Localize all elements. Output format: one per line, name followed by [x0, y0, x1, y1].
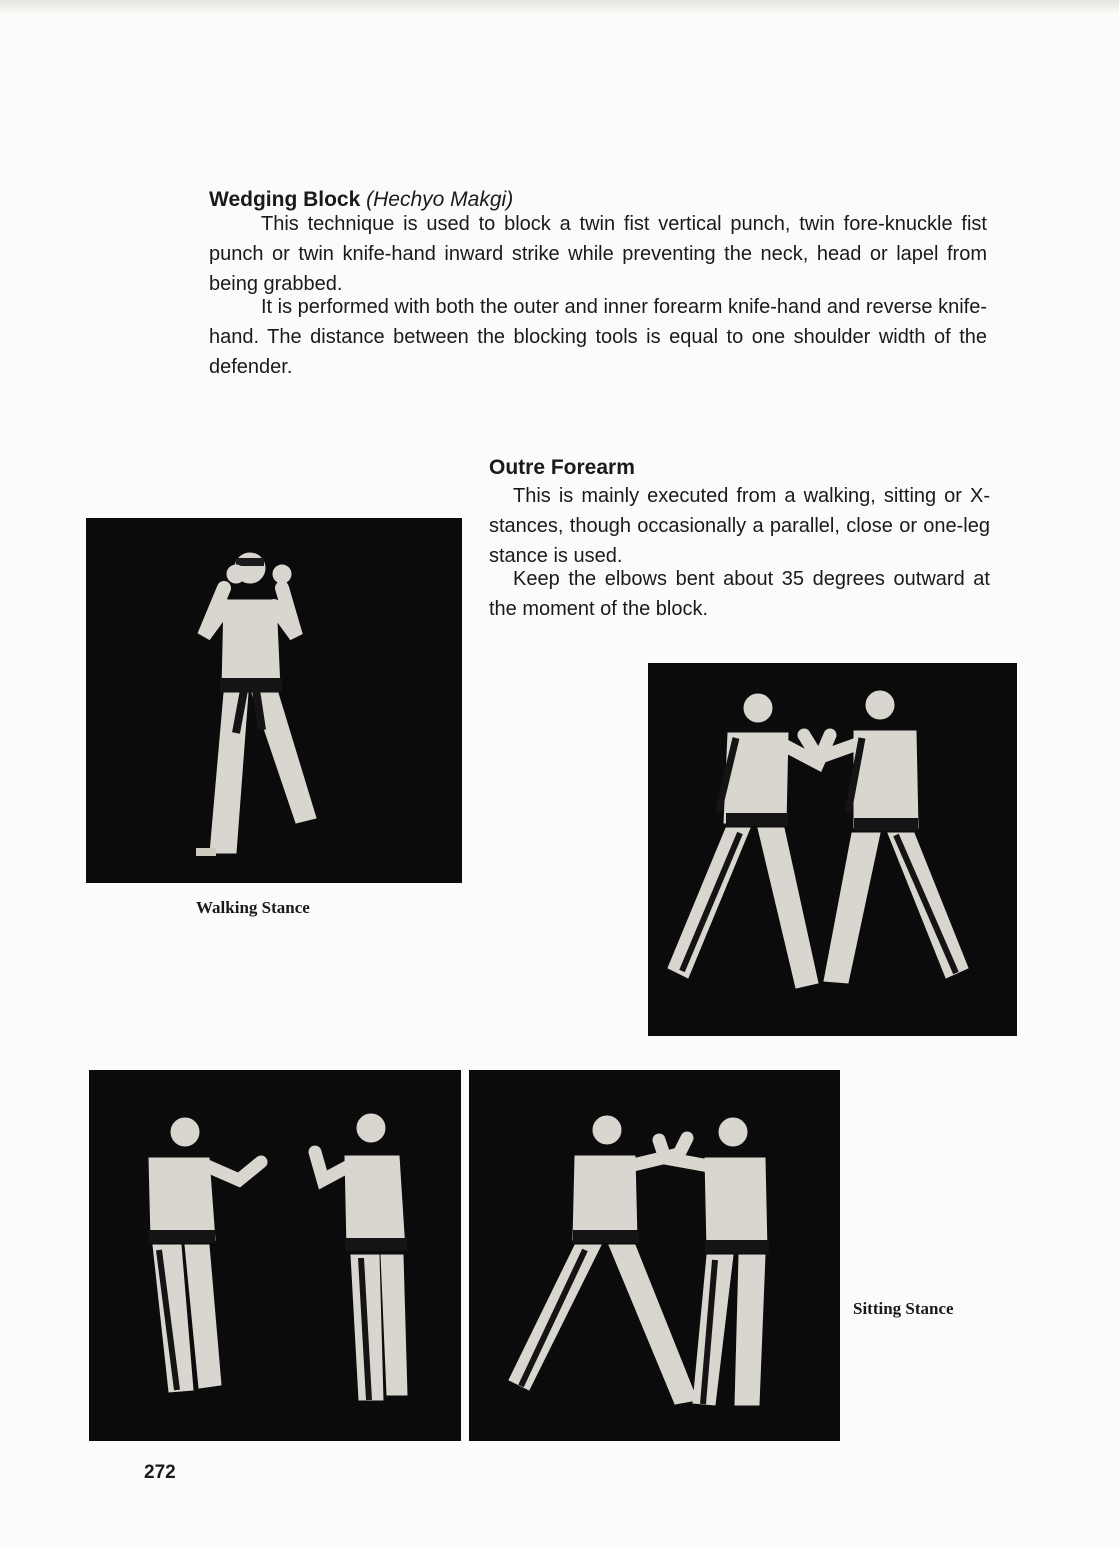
- wedging-block-title: Wedging Block: [209, 188, 361, 211]
- photo-figures-facing: [89, 1070, 461, 1441]
- outer-forearm-paragraph-2: Keep the elbows bent about 35 degrees outward at the moment of the block.: [489, 568, 990, 620]
- wedging-block-korean-title: (Hechyo Makgi): [366, 188, 514, 211]
- photo-walking-stance-ready: [86, 518, 462, 883]
- outer-forearm-heading: Outre Forearm: [489, 456, 635, 479]
- photo-outer-forearm-block: [648, 663, 1017, 1036]
- two-figures-illustration: [648, 663, 1017, 1036]
- wedging-block-paragraph-2: It is performed with both the outer and inner forearm knife-hand and reverse knife-hand. The distance between the blocking tools is equal to one shoulder width of the defender.: [209, 296, 987, 378]
- page-edge: [0, 0, 1119, 14]
- facing-figures-illustration: [89, 1070, 461, 1441]
- sitting-stance-illustration: [469, 1070, 840, 1441]
- photo-sitting-stance-block: [469, 1070, 840, 1441]
- page-number: 272: [144, 1462, 176, 1483]
- caption-walking-stance: Walking Stance: [196, 898, 310, 917]
- figure-illustration: [86, 518, 462, 883]
- wedging-block-paragraph-1: This technique is used to block a twin fist vertical punch, twin fore-knuckle fist punch or twin knife-hand inward strike while preventing the neck, head or lapel from being grabbed.: [209, 213, 987, 295]
- outer-forearm-paragraph-1: This is mainly executed from a walking, sitting or X-stances, though occasionally a parallel, close or one-leg stance is used.: [489, 485, 990, 567]
- caption-sitting-stance: Sitting Stance: [853, 1299, 954, 1318]
